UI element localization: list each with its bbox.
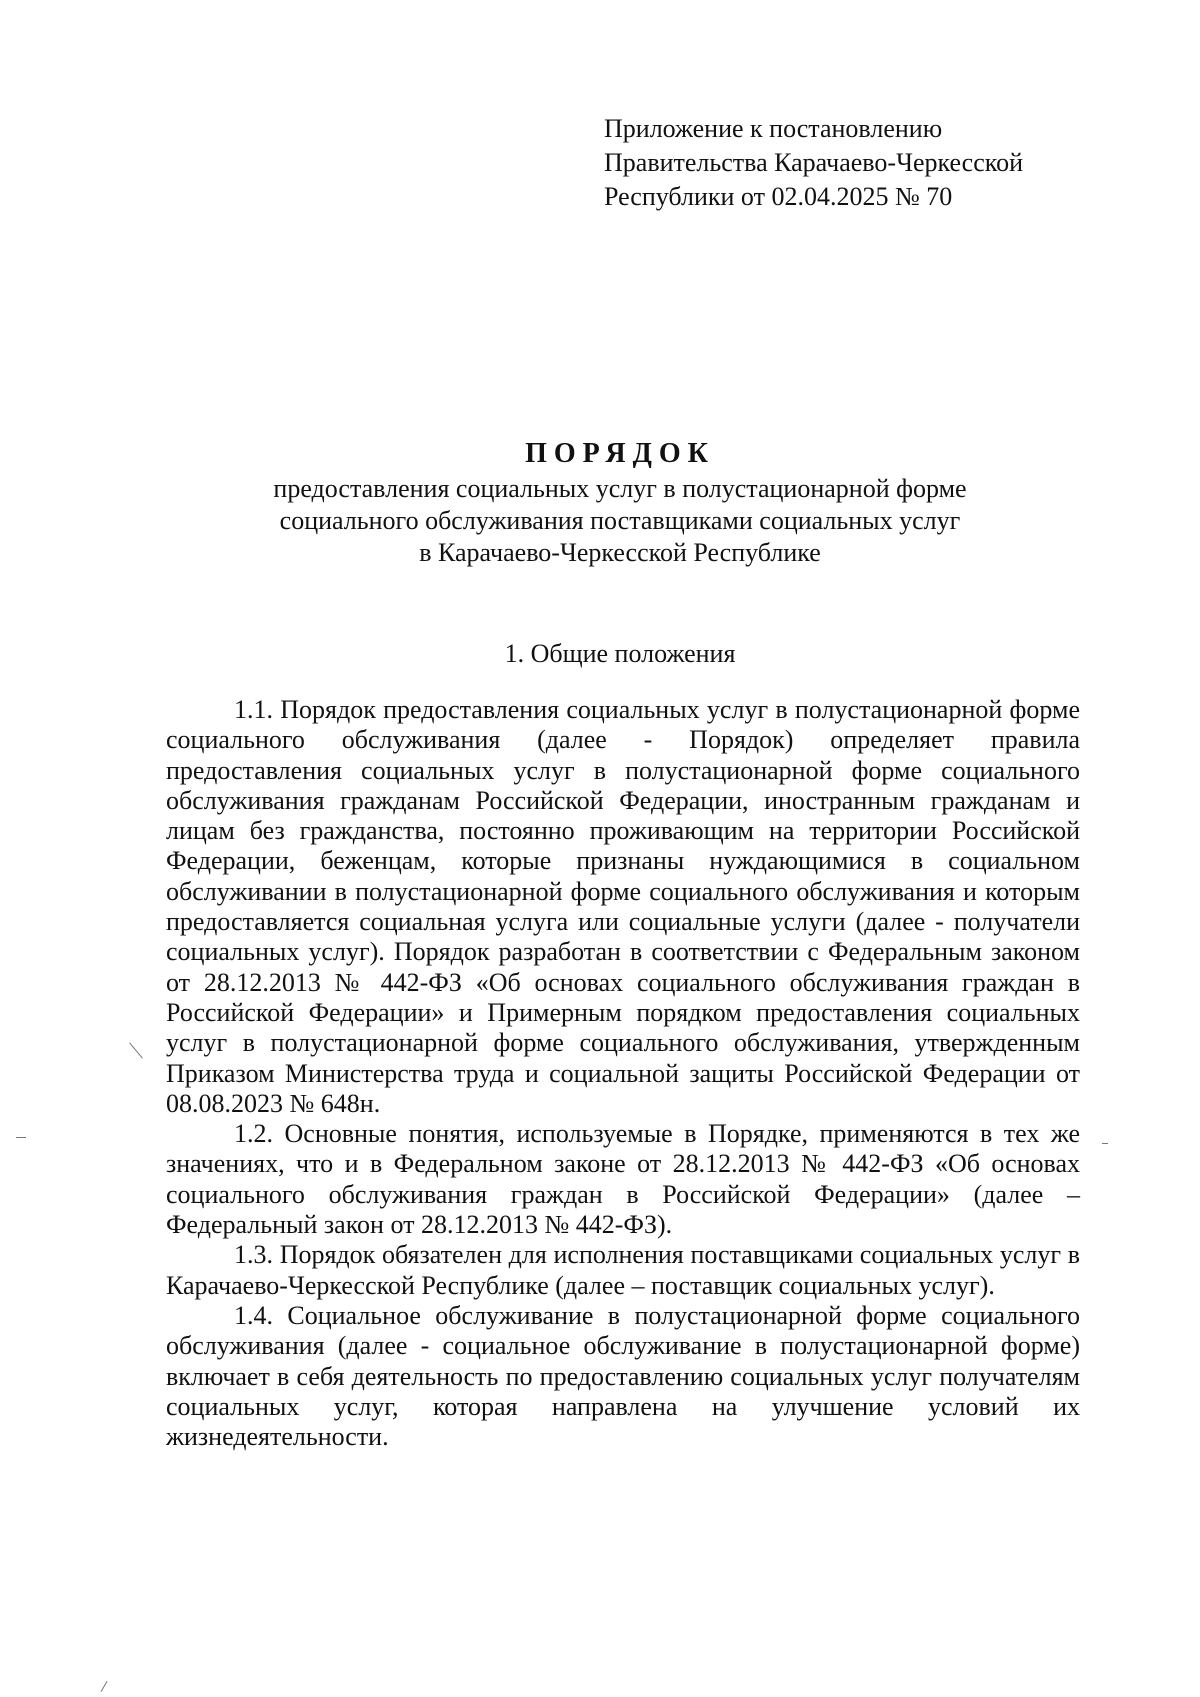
- document-subtitle: [160, 473, 1080, 569]
- appendix-header: [604, 112, 1124, 214]
- scan-artifact: [1102, 1143, 1108, 1144]
- paragraph-1-2: 1.2. Основные понятия, используемые в Порядке, применяются в тех же значениях, что и в Федеральном законе от 28.12.2013 № 442-ФЗ «Об основах социального обслуживания граждан в Российской Федерации» (далее – Федеральный закон от 28.12.2013 № 442-ФЗ).: [166, 1119, 1080, 1240]
- section-body: [166, 695, 1080, 1452]
- section-heading: 1. Общие положения: [504, 639, 736, 668]
- paragraph-1-4: 1.4. Социальное обслуживание в полустационарной форме социального обслуживания (далее - социальное обслуживание в полустационарной форме) включает в себя деятельность по предоставлению социальных услуг получателям социальных услуг, которая направлена на улучшение условий их жизнедеятельности.: [166, 1300, 1080, 1452]
- scan-artifact: [101, 1681, 108, 1692]
- subtitle-line-1: предоставления социальных услуг в полустационарной форме: [273, 474, 967, 503]
- paragraph-1-3: 1.3. Порядок обязателен для исполнения поставщиками социальных услуг в Карачаево-Черкесской Республике (далее – поставщик социальных услуг).: [166, 1240, 1080, 1300]
- scan-artifact: [129, 1043, 143, 1059]
- scan-artifact: [16, 1137, 26, 1138]
- appendix-line-1: Приложение к постановлению: [604, 114, 943, 143]
- paragraph-1-1: 1.1. Порядок предоставления социальных услуг в полустационарной форме социального обслуживания (далее - Порядок) определяет правила предоставления социальных услуг в полустационарной форме социального обслуживания гражданам Российской Федерации, иностранным гражданам и лицам без гражданства, постоянно проживающим на территории Российской Федерации, беженцам, которые признаны нуждающимися в социальном обслуживании в полустационарной форме социального обслуживания и которым предоставляется социальная услуга или социальные услуги (далее - получатели социальных услуг). Порядок разработан в соответствии с Федеральным законом от 28.12.2013 № 442-ФЗ «Об основах социального обслуживания граждан в Российской Федерации» и Примерным порядком предоставления социальных услуг в полустационарной форме социального обслуживания, утвержденным Приказом Министерства труда и социальной защиты Российской Федерации от 08.08.2023 № 648н.: [166, 695, 1080, 1118]
- subtitle-line-3: в Карачаево-Черкесской Республике: [419, 538, 821, 567]
- appendix-line-2: Правительства Карачаево-Черкесской: [604, 148, 1023, 177]
- subtitle-line-2: социального обслуживания поставщиками социальных услуг: [279, 506, 961, 535]
- appendix-line-3: Республики от 02.04.2025 № 70: [604, 182, 953, 211]
- document-title-block: [160, 437, 1080, 569]
- document-title: ПОРЯДОК: [525, 438, 715, 469]
